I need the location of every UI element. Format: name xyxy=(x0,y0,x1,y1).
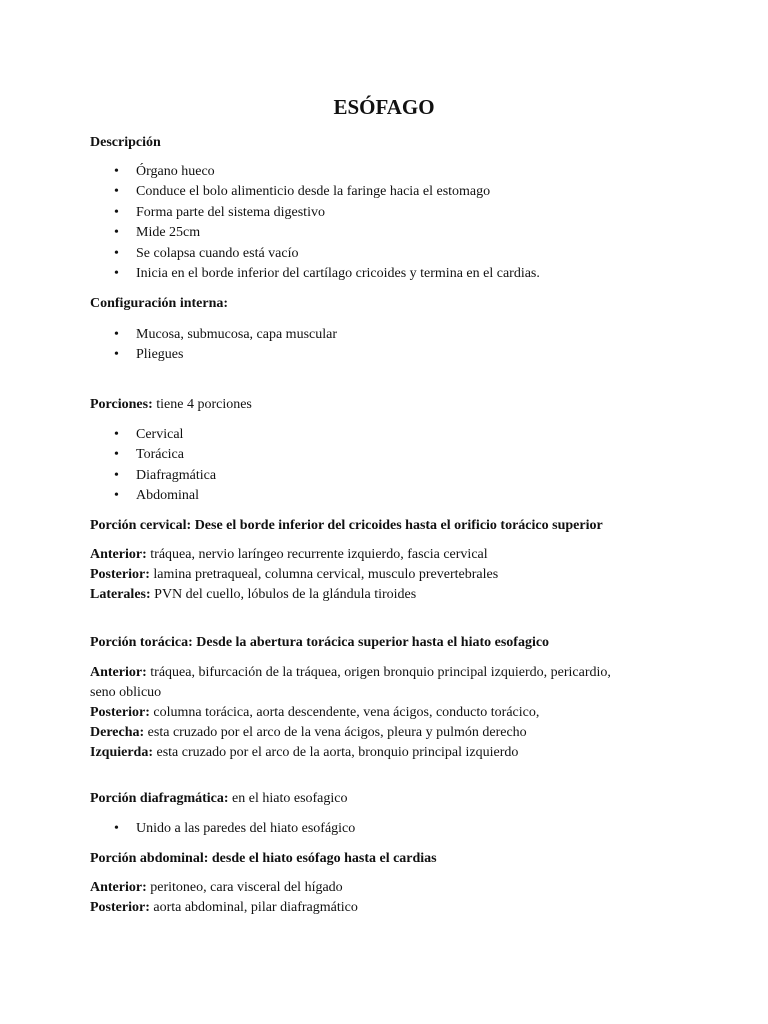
toracica-details xyxy=(90,663,708,763)
descripcion-heading: Descripción xyxy=(90,135,161,150)
list-item: • Abdominal xyxy=(90,486,708,506)
detail-label: Posterior: xyxy=(90,567,150,582)
detail-text: esta cruzado por el arco de la aorta, bronquio principal izquierdo xyxy=(153,745,519,760)
detail-text: tráquea, nervio laríngeo recurrente izquierdo, fascia cervical xyxy=(146,547,488,562)
detail-label: Anterior: xyxy=(90,880,147,895)
section-descripcion xyxy=(90,133,708,153)
list-item: • Torácica xyxy=(90,445,708,465)
porciones-label: Porciones: xyxy=(90,397,153,412)
list-item: • Pliegues xyxy=(90,345,708,365)
cervical-heading: Porción cervical: Dese el borde inferior del cricoides hasta el orificio torácico superior xyxy=(90,518,603,533)
page-title: ESÓFAGO xyxy=(333,95,435,119)
detail-text: peritoneo, cara visceral del hígado xyxy=(146,880,343,895)
abdominal-heading: Porción abdominal: desde el hiato esófago hasta el cardias xyxy=(90,851,437,866)
diafragmatica-list xyxy=(90,819,708,839)
section-diafragmatica xyxy=(90,789,708,809)
detail-label: Izquierda: xyxy=(90,745,153,760)
detail-text: seno oblicuo xyxy=(90,685,162,700)
detail-text: lamina pretraqueal, columna cervical, musculo prevertebrales xyxy=(149,567,499,582)
list-item: • Diafragmática xyxy=(90,466,708,486)
toracica-heading: Porción torácica: Desde la abertura torácica superior hasta el hiato esofagico xyxy=(90,635,550,650)
detail-label: Derecha: xyxy=(90,725,145,740)
descripcion-list xyxy=(90,162,708,284)
list-item: • Inicia en el borde inferior del cartílago cricoides y termina en el cardias. xyxy=(90,264,708,284)
section-cervical xyxy=(90,516,708,536)
section-abdominal xyxy=(90,849,708,869)
porciones-text: tiene 4 porciones xyxy=(152,397,252,412)
list-item: • Conduce el bolo alimenticio desde la faringe hacia el estomago xyxy=(90,182,708,202)
section-porciones xyxy=(90,395,708,415)
diafragmatica-label: Porción diafragmática: xyxy=(90,791,229,806)
list-item: • Mide 25cm xyxy=(90,223,708,243)
detail-text: esta cruzado por el arco de la vena ácigos, pleura y pulmón derecho xyxy=(144,725,527,740)
detail-label: Laterales: xyxy=(90,587,151,602)
detail-text: PVN del cuello, lóbulos de la glándula tiroides xyxy=(150,587,417,602)
section-toracica xyxy=(90,633,708,653)
section-configuracion xyxy=(90,294,708,314)
diafragmatica-text: en el hiato esofagico xyxy=(228,791,348,806)
abdominal-details xyxy=(90,878,708,918)
detail-text: tráquea, bifurcación de la tráquea, origen bronquio principal izquierdo, pericardio, xyxy=(146,665,611,680)
list-item: • Cervical xyxy=(90,425,708,445)
list-item: • Forma parte del sistema digestivo xyxy=(90,203,708,223)
configuracion-list xyxy=(90,325,708,366)
list-item: • Mucosa, submucosa, capa muscular xyxy=(90,325,708,345)
list-item: • Se colapsa cuando está vacío xyxy=(90,244,708,264)
detail-label: Anterior: xyxy=(90,665,147,680)
detail-text: aorta abdominal, pilar diafragmático xyxy=(149,900,358,915)
cervical-details xyxy=(90,545,708,605)
detail-label: Posterior: xyxy=(90,705,150,720)
detail-text: columna torácica, aorta descendente, vena ácigos, conducto torácico, xyxy=(149,705,540,720)
detail-label: Anterior: xyxy=(90,547,147,562)
detail-label: Posterior: xyxy=(90,900,150,915)
porciones-list xyxy=(90,425,708,507)
configuracion-heading: Configuración interna: xyxy=(90,296,229,311)
list-item: • Órgano hueco xyxy=(90,162,708,182)
list-item: • Unido a las paredes del hiato esofágico xyxy=(90,819,708,839)
